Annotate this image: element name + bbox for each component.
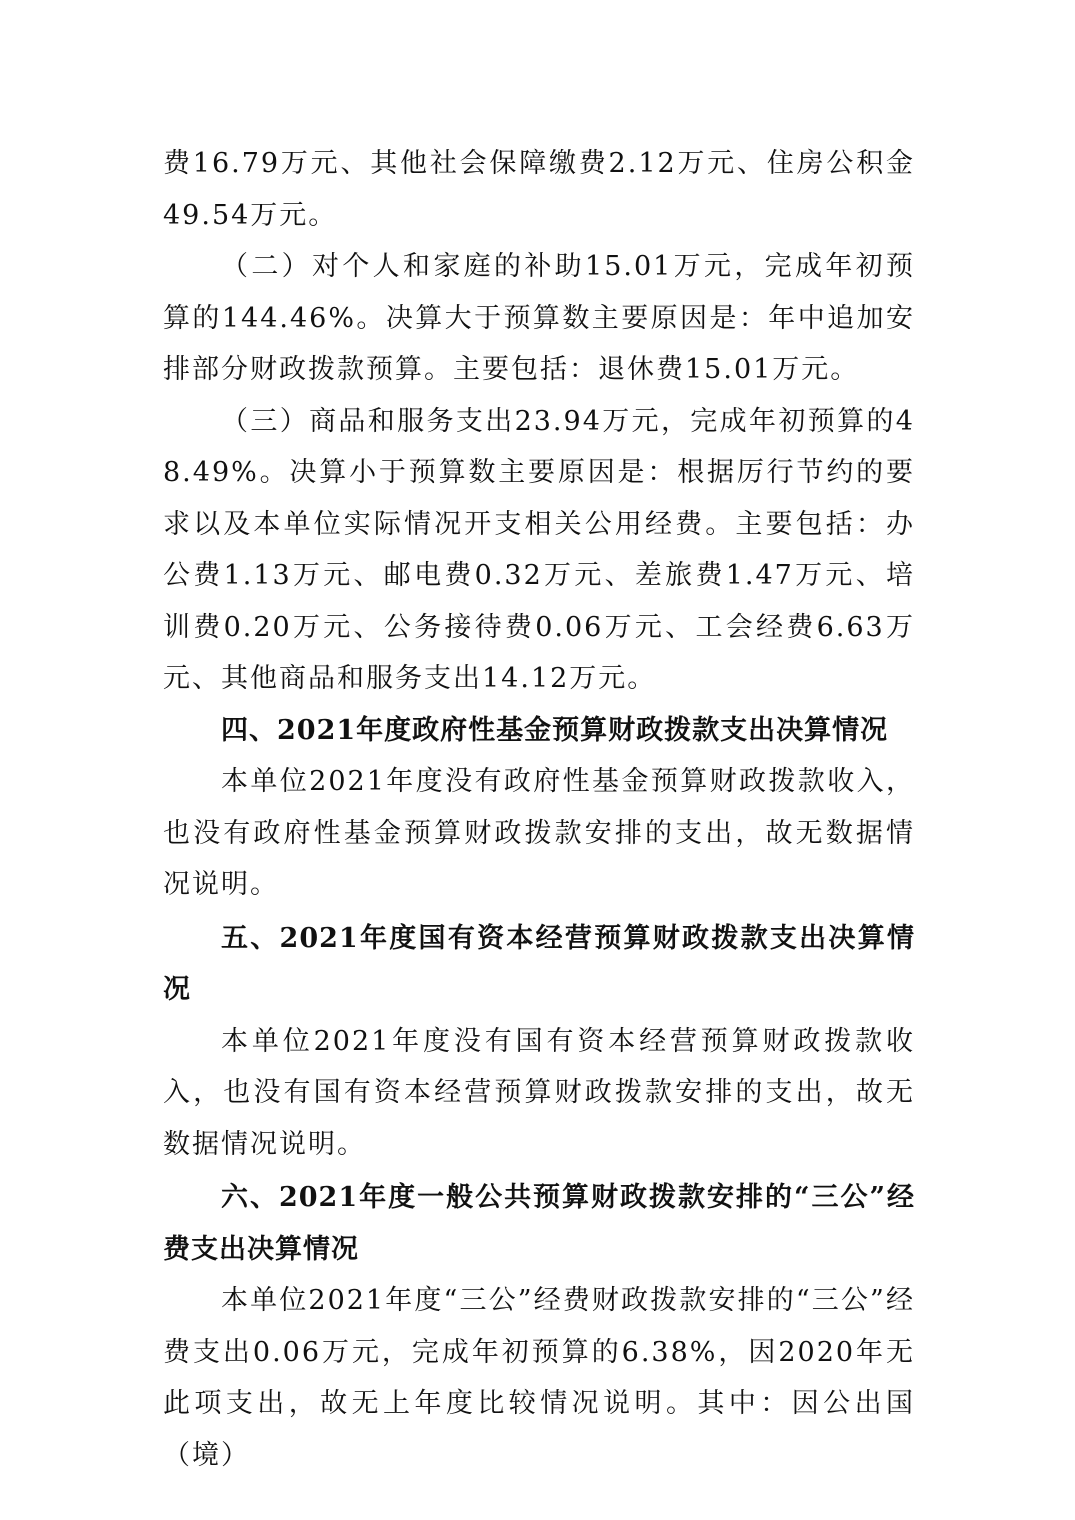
heading-section-5-state-capital: 五、2021年度国有资本经营预算财政拨款支出决算情况 [163,922,915,1005]
heading-section-6-three-public: 六、2021年度一般公共预算财政拨款安排的“三公”经费支出决算情况 [163,1182,915,1265]
heading-section-4-government-fund: 四、2021年度政府性基金预算财政拨款支出决算情况 [221,714,889,746]
paragraph-personal-family-subsidy: （二）对个人和家庭的补助15.01万元，完成年初预算的144.46%。决算大于预算数主要原因是：年中追加安排部分财政拨款预算。主要包括：退休费15.01万元。 [163,251,915,385]
paragraph-goods-services-expenditure: （三）商品和服务支出23.94万元，完成年初预算的48.49%。决算小于预算数主要原因是：根据厉行节约的要求以及本单位实际情况开支相关公用经费。主要包括：办公费1.13万元、邮电费0.32万元、差旅费1.47万元、培训费0.20万元、公务接待费0.06万元、工会经费6.63万元、其他商品和服务支出14.12万元。 [163,405,915,694]
paragraph-government-fund-none: 本单位2021年度没有政府性基金预算财政拨款收入，也没有政府性基金预算财政拨款安排的支出，故无数据情况说明。 [163,766,915,900]
paragraph-social-security-continued: 费16.79万元、其他社会保障缴费2.12万元、住房公积金49.54万元。 [163,148,915,231]
paragraph-three-public-expenditure: 本单位2021年度“三公”经费财政拨款安排的“三公”经费支出0.06万元，完成年初预算的6.38%，因2020年无此项支出，故无上年度比较情况说明。其中：因公出国（境） [163,1285,915,1471]
document-body [163,138,915,1481]
paragraph-state-capital-none: 本单位2021年度没有国有资本经营预算财政拨款收入，也没有国有资本经营预算财政拨款安排的支出，故无数据情况说明。 [163,1025,915,1160]
